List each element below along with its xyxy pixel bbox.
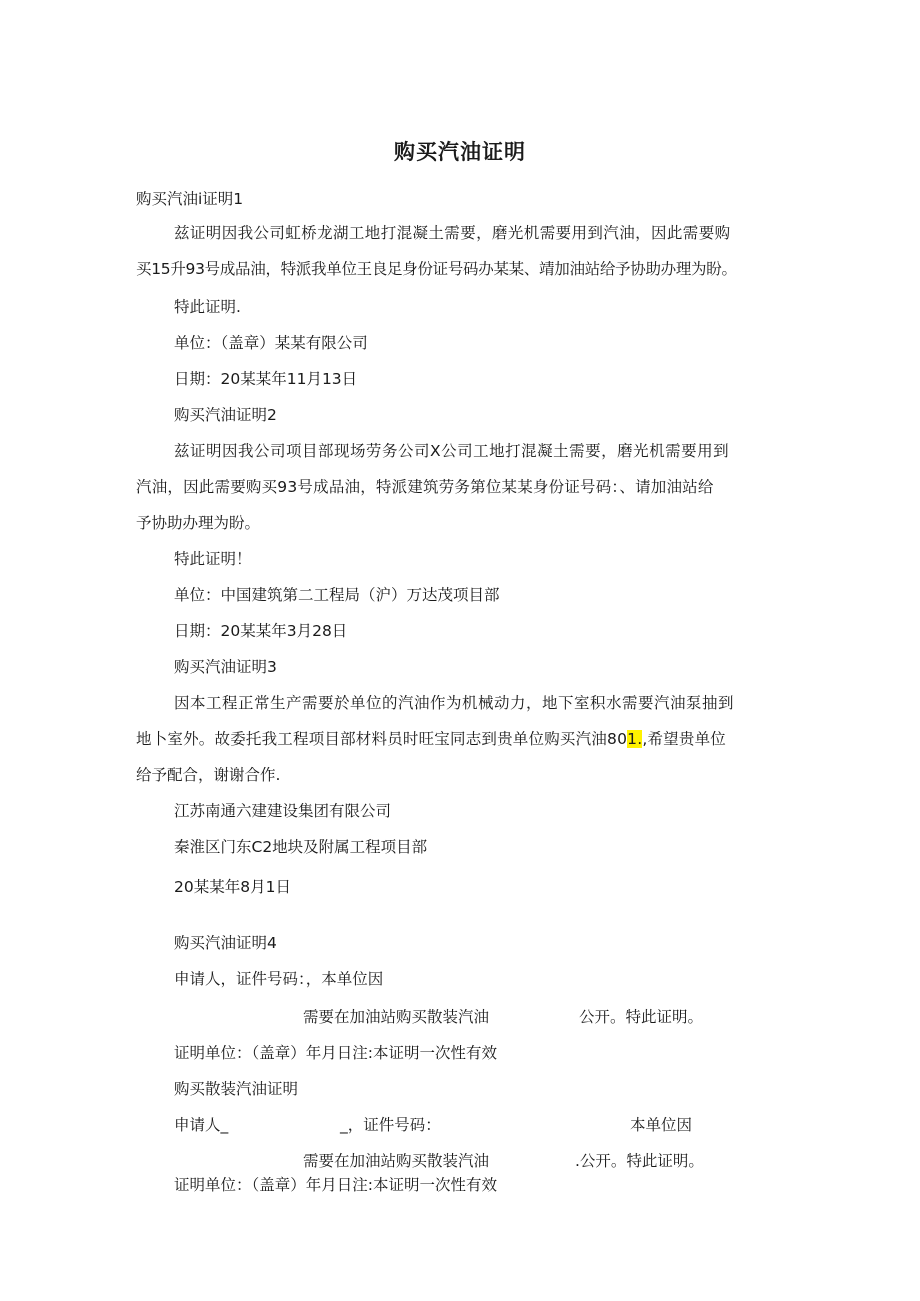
section1-heading: 购买汽油i证明1: [136, 190, 244, 208]
section3-heading: 购买汽油证明3: [174, 658, 277, 676]
section5-line3: 证明单位：（盖章）年月日注:本证明一次性有效: [174, 1176, 497, 1194]
section1-paragraph-line2: 买15升93号成品油，特派我单位王良足身份证号码办某某、靖加油站给予协助办理为盼。: [136, 260, 737, 278]
section2-closing: 特此证明！: [174, 550, 252, 568]
section4-line2-b: 公开。特此证明。: [579, 1008, 704, 1026]
section2-paragraph-line2: 汽油，因此需要购买93号成品油，特派建筑劳务第位某某身份证号码：、请加油站给: [136, 478, 714, 496]
section2-paragraph-line3: 予协助办理为盼。: [136, 514, 261, 532]
highlighted-text: 1.: [627, 730, 643, 748]
section1-closing: 特此证明.: [174, 298, 241, 316]
section5-heading: 购买散装汽油证明: [174, 1080, 299, 1098]
section2-heading: 购买汽油证明2: [174, 406, 277, 424]
section1-date: 日期：20某某年11月13日: [174, 370, 358, 388]
section4-line3: 证明单位：（盖章）年月日注:本证明一次性有效: [174, 1044, 497, 1062]
section5-line1-a: 申请人_: [174, 1116, 229, 1134]
section3-date: 20某某年8月1日: [174, 878, 291, 896]
section3-line2-text-b: ,希望贵单位: [642, 730, 726, 748]
section4-line1: 申请人，证件号码：，本单位因: [174, 970, 384, 988]
section5-line2-a: 需要在加油站购买散装汽油: [303, 1152, 490, 1170]
section3-organization: 江苏南通六建建设集团有限公司: [174, 802, 392, 820]
section1-unit: 单位：（盖章）某某有限公司: [174, 334, 368, 352]
section4-line2-a: 需要在加油站购买散装汽油: [303, 1008, 490, 1026]
section4-heading: 购买汽油证明4: [174, 934, 277, 952]
section3-paragraph-line1: 因本工程正常生产需要於单位的汽油作为机械动力，地下室积水需要汽油泵抽到: [174, 694, 735, 712]
document-title: 购买汽油证明: [394, 140, 526, 164]
section3-department: 秦淮区门东C2地块及附属工程项目部: [174, 838, 428, 856]
section3-paragraph-line2: [136, 728, 726, 750]
section3-paragraph-line3: 给予配合，谢谢合作.: [136, 766, 281, 784]
section3-line2-text-a: 地卜室外。故委托我工程项目部材料员时旺宝同志到贵单位购买汽油80: [136, 730, 628, 748]
section5-line1-b: _，证件号码：: [340, 1116, 441, 1134]
section2-unit: 单位：中国建筑第二工程局（沪）万达茂项目部: [174, 586, 500, 604]
section2-paragraph-line1: 兹证明因我公司项目部现场劳务公司X公司工地打混凝土需要，磨光机需要用到: [174, 442, 730, 460]
section1-paragraph-line1: 兹证明因我公司虹桥龙湖工地打混凝土需要，磨光机需要用到汽油，因此需要购: [174, 224, 731, 242]
section5-line2-b: .公开。特此证明。: [575, 1152, 704, 1170]
section5-line1-c: 本单位因: [630, 1116, 693, 1134]
section2-date: 日期：20某某年3月28日: [174, 622, 348, 640]
